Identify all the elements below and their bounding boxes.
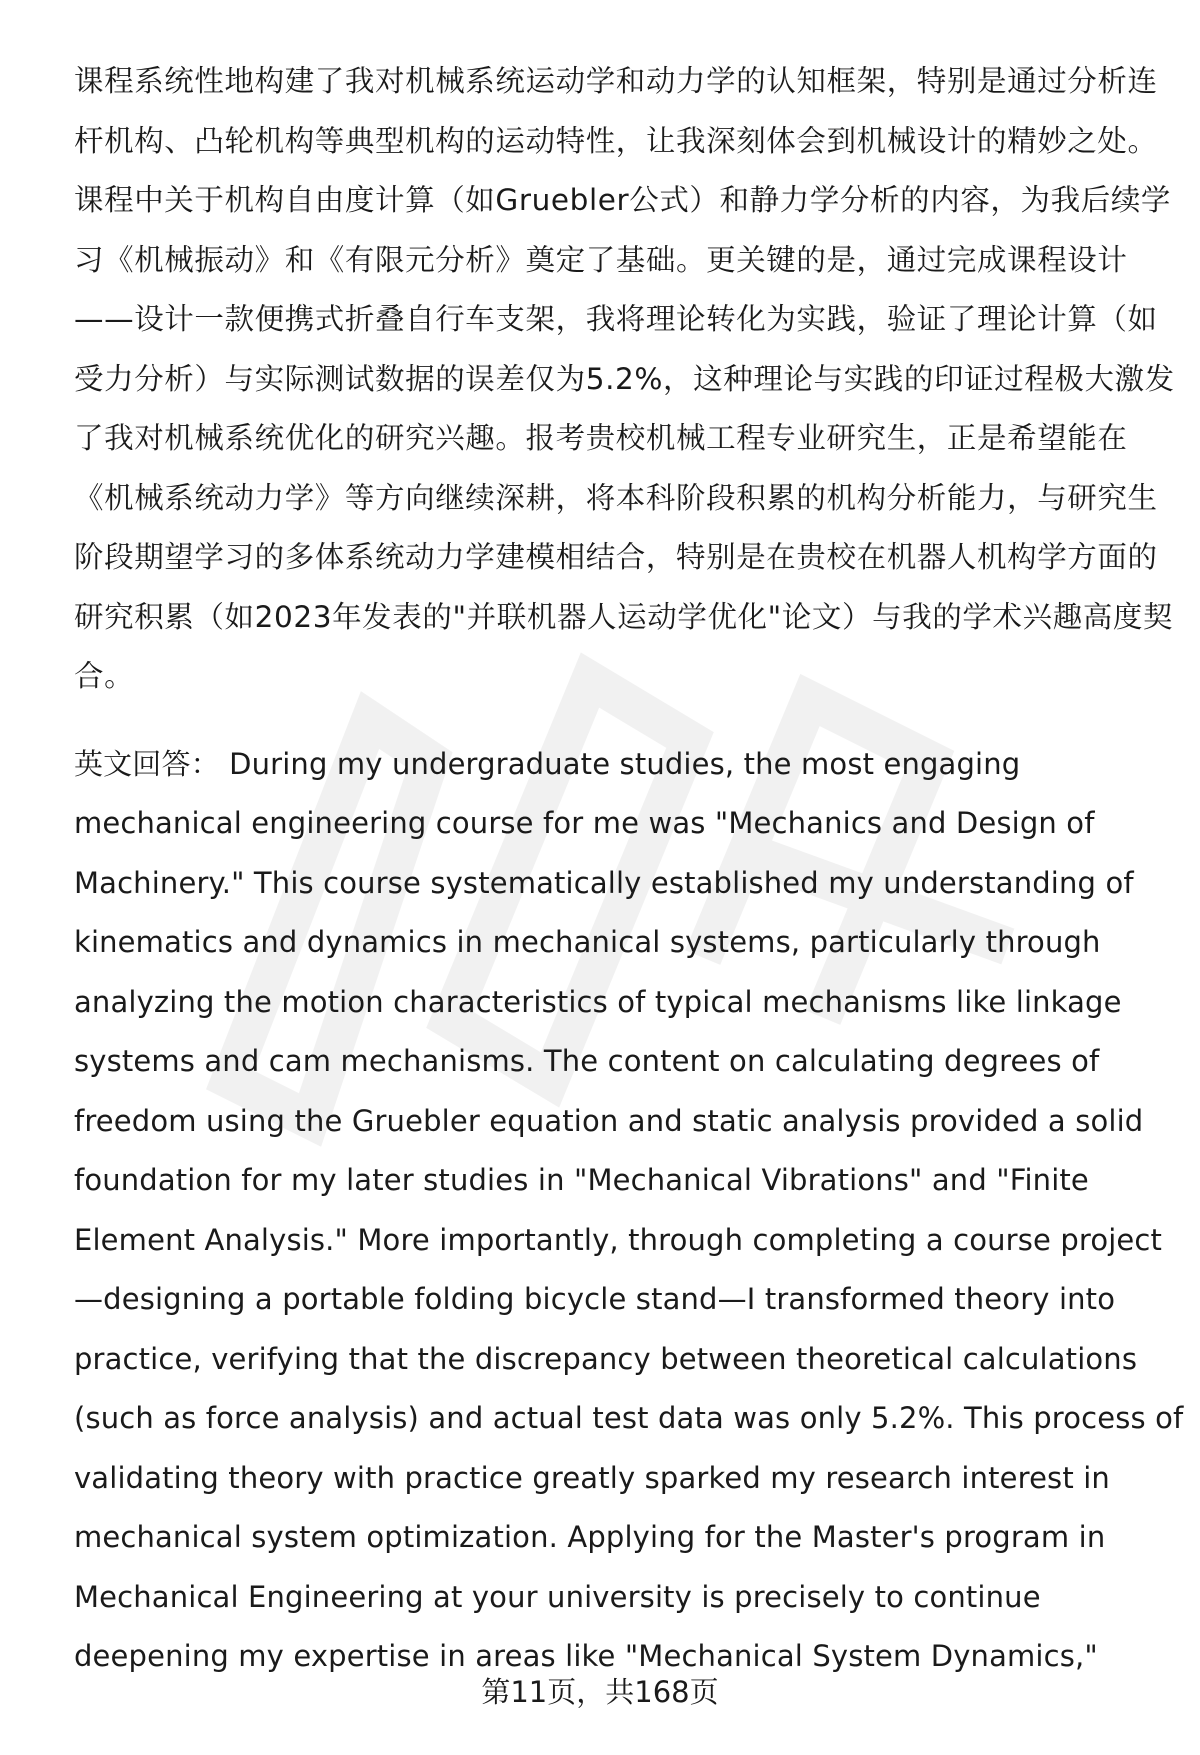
text-line: 习《机械振动》和《有限元分析》奠定了基础。更关键的是，通过完成课程设计 <box>74 242 1128 277</box>
text-line: 杆机构、凸轮机构等典型机构的运动特性，让我深刻体会到机械设计的精妙之处。 <box>74 123 1158 158</box>
text-line: mechanical system optimization. Applying for the Master's program in <box>74 1520 1106 1554</box>
text-line: kinematics and dynamics in mechanical systems, particularly through <box>74 925 1101 959</box>
text-line: 阶段期望学习的多体系统动力学建模相结合，特别是在贵校在机器人机构学方面的 <box>74 540 1158 574</box>
english-paragraph <box>74 735 1184 1687</box>
text-line: ——设计一款便携式折叠自行车支架，我将理论转化为实践，验证了理论计算（如 <box>74 302 1158 336</box>
text-body <box>74 52 1184 1687</box>
text-line: 课程中关于机构自由度计算（如Gruebler公式）和静力学分析的内容，为我后续学 <box>74 183 1172 217</box>
text-line: 受力分析）与实际测试数据的误差仅为5.2%，这种理论与实践的印证过程极大激发 <box>74 361 1175 396</box>
text-line: Machinery." This course systematically established my understanding of <box>74 865 1134 900</box>
text-line: mechanical engineering course for me was "Mechanics and Design of <box>74 806 1095 840</box>
text-line: Mechanical Engineering at your university is precisely to continue <box>74 1579 1041 1614</box>
text-line: foundation for my later studies in "Mechanical Vibrations" and "Finite <box>74 1163 1089 1197</box>
text-line: systems and cam mechanisms. The content on calculating degrees of <box>74 1044 1100 1078</box>
text-line: validating theory with practice greatly sparked my research interest in <box>74 1460 1110 1495</box>
text-line: 《机械系统动力学》等方向继续深耕，将本科阶段积累的机构分析能力，与研究生 <box>74 480 1158 515</box>
page-indicator: 第11页，共168页 <box>481 1675 719 1709</box>
chinese-paragraph <box>74 52 1175 707</box>
text-line: 课程系统性地构建了我对机械系统运动学和动力学的认知框架，特别是通过分析连 <box>74 64 1158 98</box>
text-line: 英文回答： During my undergraduate studies, the most engaging <box>74 746 1021 781</box>
text-line: (such as force analysis) and actual test data was only 5.2%. This process of <box>74 1401 1184 1435</box>
text-line: analyzing the motion characteristics of typical mechanisms like linkage <box>74 984 1122 1019</box>
text-line: Element Analysis." More importantly, through completing a course project <box>74 1222 1163 1257</box>
text-line: deepening my expertise in areas like "Mechanical System Dynamics," <box>74 1639 1098 1673</box>
text-line: —designing a portable folding bicycle stand—I transformed theory into <box>74 1282 1116 1316</box>
text-line: 了我对机械系统优化的研究兴趣。报考贵校机械工程专业研究生，正是希望能在 <box>74 421 1128 455</box>
text-line: 合。 <box>74 659 135 693</box>
text-line: practice, verifying that the discrepancy between theoretical calculations <box>74 1341 1138 1376</box>
paragraph-gap <box>74 707 1154 735</box>
text-line: 研究积累（如2023年发表的"并联机器人运动学优化"论文）与我的学术兴趣高度契 <box>74 599 1174 634</box>
text-line: freedom using the Gruebler equation and static analysis provided a solid <box>74 1103 1144 1138</box>
